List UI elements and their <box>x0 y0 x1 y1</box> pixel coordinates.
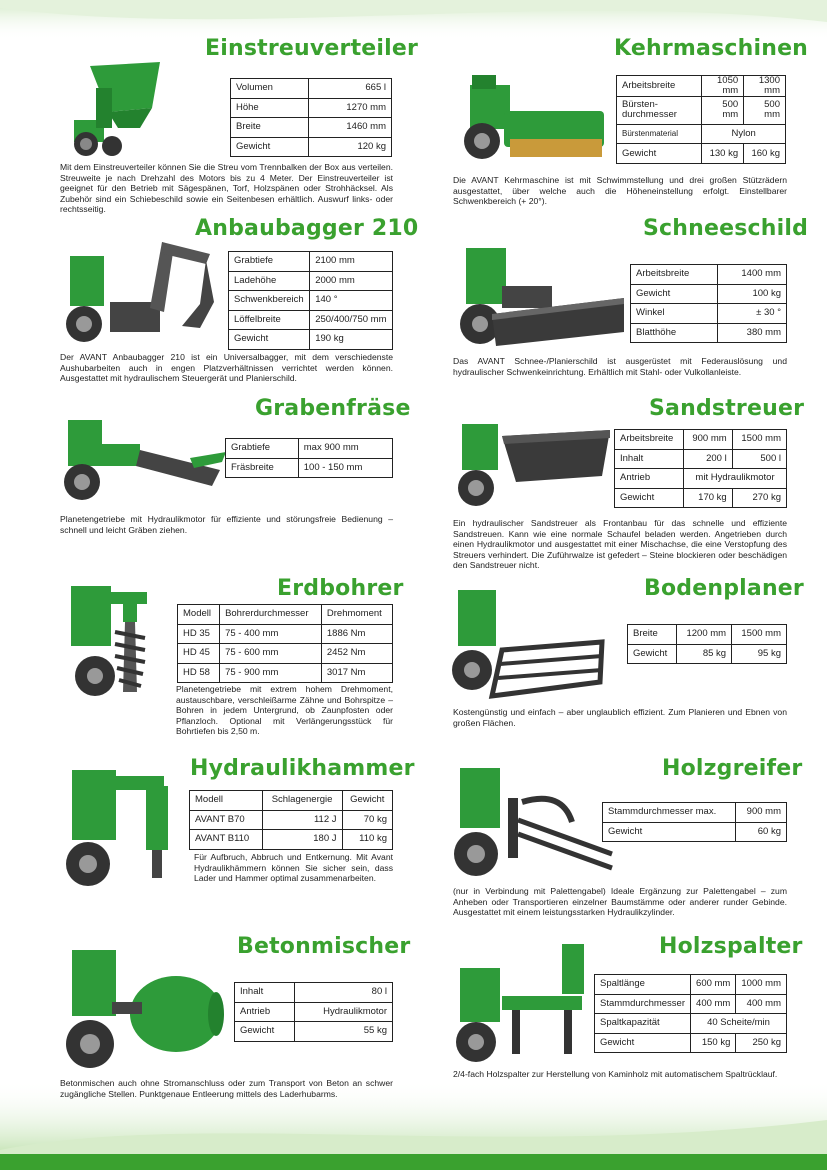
log-splitter-image <box>452 940 592 1064</box>
snow-plow-image <box>452 228 632 352</box>
table-row: Grabtiefe max 900 mm <box>226 439 393 459</box>
table-row: Inhalt 80 l <box>235 983 393 1003</box>
section-title: Bodenplaner <box>644 576 804 601</box>
spec-table <box>189 790 393 850</box>
section-title: Einstreuverteiler <box>205 36 419 61</box>
table-row: Stammdurchmesser 400 mm 400 mm <box>595 994 787 1014</box>
table-row: Volumen 665 l <box>231 79 392 99</box>
trencher-image <box>60 410 228 510</box>
spec-table <box>228 251 393 350</box>
section-description: Ein hydraulischer Sandstreuer als Frontanbau für das schnelle und effiziente Sandstreuen. Kann wie eine normale Schaufel beladen werden. Angetrieben durch einen Hydraulikmotor und ausgestattet mit einer Mischachse, die eine Verstopfung des Streuers verhindert. Die Zuführwalze ist gefedert – Steine blockieren oder beschädigen den Sandstreuer nicht. <box>453 518 787 571</box>
table-row: Gewicht 170 kg 270 kg <box>615 488 787 508</box>
section-title: Erdbohrer <box>277 576 404 601</box>
table-row: Arbeitsbreite 1050 mm 1300 mm <box>617 76 786 97</box>
section-title: Holzgreifer <box>662 756 803 781</box>
table-row: Grabtiefe 2100 mm <box>229 252 393 272</box>
spec-table <box>614 429 787 508</box>
table-row: AVANT B110 180 J 110 kg <box>190 830 393 850</box>
section-description: Das AVANT Schnee-/Planierschild ist ausgerüstet mit Federauslösung und hydraulischer Schwenkeinrichtung. Erhältlich mit Stahl- oder Vulkollanleiste. <box>453 356 787 377</box>
table-row: Arbeitsbreite 1400 mm <box>631 265 787 285</box>
excavator-image <box>60 232 222 348</box>
section-description: Mit dem Einstreuverteiler können Sie die Streu vom Trennbalken der Box aus verteilen. Streuweite je nach Drehzahl des Motors bis zu 4 Meter. Der Einstreuverteiler ist geeignet für den Betrieb mit Sägespänen, Torf, Holzspänen oder Strohhäcksel. Als Zubehör sind ein Schiebeschild sowie ein Seitenbesen erhältlich. Auswurf links- oder rechtsseitig. <box>60 162 393 215</box>
table-row: Gewicht 190 kg <box>229 330 393 350</box>
section-title: Hydraulikhammer <box>190 756 415 781</box>
section-description: Für Aufbruch, Abbruch und Entkernung. Mit Avant Hydraulikhämmern können Sie sicher sein, dass Lader und Hammer optimal zusammenarbeiten. <box>194 852 393 884</box>
table-row: AVANT B70 112 J 70 kg <box>190 810 393 830</box>
spec-table <box>230 78 392 157</box>
table-row: Winkel ± 30 ° <box>631 304 787 324</box>
table-header-row: Modell Schlagenergie Gewicht <box>190 791 393 811</box>
section-description: Planetengetriebe mit extrem hohem Drehmoment, austauschbare, verschleißarme Zähne und Bohrspitze – Bohren in jedem Untergrund, ob Zaunpfosten oder Pflanzloch. Optional mit Verlängerungsstück für Bohrtiefen bis 2,50 m. <box>176 684 393 737</box>
section-title: Anbaubagger 210 <box>195 216 419 241</box>
table-row: Gewicht 55 kg <box>235 1022 393 1042</box>
section-description: 2/4-fach Holzspalter zur Herstellung von Kaminholz mit automatischem Spaltrücklauf. <box>453 1069 778 1079</box>
section-description: Betonmischen auch ohne Stromanschluss oder zum Transport von Beton an schwer zugängliche Stellen. Punktgenaue Entleerung mittels des Laderhubarms. <box>60 1078 393 1099</box>
section-title: Sandstreuer <box>649 396 805 421</box>
section-title: Grabenfräse <box>255 396 411 421</box>
table-row: Arbeitsbreite 900 mm 1500 mm <box>615 430 787 450</box>
table-row: Spaltlänge 600 mm 1000 mm <box>595 975 787 995</box>
spec-table <box>627 624 787 664</box>
table-row: HD 45 75 - 600 mm 2452 Nm <box>178 644 393 664</box>
table-row: Löffelbreite 250/400/750 mm <box>229 310 393 330</box>
section-description: (nur in Verbindung mit Palettengabel) Ideale Ergänzung zur Palettengabel – zum Anheben oder Transportieren einzelner Baumstämme oder anderer runder Gebinde. Ausgestattet mit einem leistungsstarken Hydraulikzylinder. <box>453 886 787 918</box>
table-row: Blatthöhe 380 mm <box>631 323 787 343</box>
table-row: Gewicht 85 kg 95 kg <box>628 644 787 664</box>
spec-table <box>234 982 393 1042</box>
spec-table <box>602 802 787 842</box>
table-row: Breite 1460 mm <box>231 118 392 138</box>
hydraulic-hammer-image <box>66 760 186 890</box>
sweeper-image <box>452 55 612 165</box>
section-title: Betonmischer <box>237 934 411 959</box>
section-description: Der AVANT Anbaubagger 210 ist ein Universalbagger, mit dem verschiedenste Aushubarbeiten auch in engen Platzverhältnissen verrichtet werden können. Ausgestattet mit hydraulischem Steuergerät und Planierschild. <box>60 352 393 384</box>
section-title: Holzspalter <box>659 934 803 959</box>
table-row: Stammdurchmesser max. 900 mm <box>603 803 787 823</box>
spec-table <box>616 75 786 164</box>
sand-spreader-image <box>452 410 616 514</box>
table-row: Gewicht 120 kg <box>231 137 392 157</box>
table-row: Bürstenmaterial Nylon <box>617 124 786 144</box>
table-row: HD 58 75 - 900 mm 3017 Nm <box>178 663 393 683</box>
auger-image <box>65 572 175 706</box>
table-row: Antrieb Hydraulikmotor <box>235 1002 393 1022</box>
table-row: Antrieb mit Hydraulikmotor <box>615 469 787 489</box>
land-leveller-image <box>452 580 608 704</box>
table-row: Fräsbreite 100 - 150 mm <box>226 458 393 478</box>
spec-table <box>225 438 393 478</box>
spec-table <box>177 604 393 683</box>
table-row: Gewicht 130 kg 160 kg <box>617 144 786 164</box>
table-row: Ladehöhe 2000 mm <box>229 271 393 291</box>
table-row: Höhe 1270 mm <box>231 98 392 118</box>
spreader-image <box>60 58 170 158</box>
log-grapple-image <box>452 760 618 880</box>
table-row: Gewicht 60 kg <box>603 822 787 842</box>
footer-bar <box>0 1154 827 1170</box>
section-description: Planetengetriebe mit Hydraulikmotor für effiziente und störungsfreie Bedienung – schnell und leicht Gräben ziehen. <box>60 514 393 535</box>
section-description: Kostengünstig und einfach – aber unglaublich effizient. Zum Planieren und Ebnen von großen Flächen. <box>453 707 787 728</box>
table-row: Gewicht 100 kg <box>631 284 787 304</box>
concrete-mixer-image <box>66 940 226 1072</box>
spec-table <box>594 974 787 1053</box>
table-row: HD 35 75 - 400 mm 1886 Nm <box>178 624 393 644</box>
table-row: Schwenkbereich 140 ° <box>229 291 393 311</box>
table-row: Breite 1200 mm 1500 mm <box>628 625 787 645</box>
section-title: Kehrmaschinen <box>614 36 809 61</box>
spec-table <box>630 264 787 343</box>
table-row: Inhalt 200 l 500 l <box>615 449 787 469</box>
section-title: Schneeschild <box>643 216 809 241</box>
table-header-row: Modell Bohrerdurchmesser Drehmoment <box>178 605 393 625</box>
table-row: Spaltkapazität 40 Scheite/min <box>595 1014 787 1034</box>
table-row: Gewicht 150 kg 250 kg <box>595 1033 787 1053</box>
section-description: Die AVANT Kehrmaschine ist mit Schwimmstellung und drei großen Stützrädern ausgestattet, über welche auch die Höheneinstellung erfolgt. Einstellbarer Schwenkbereich (+ 20°). <box>453 175 787 207</box>
table-row: Bürsten-durchmesser 500 mm 500 mm <box>617 96 786 124</box>
